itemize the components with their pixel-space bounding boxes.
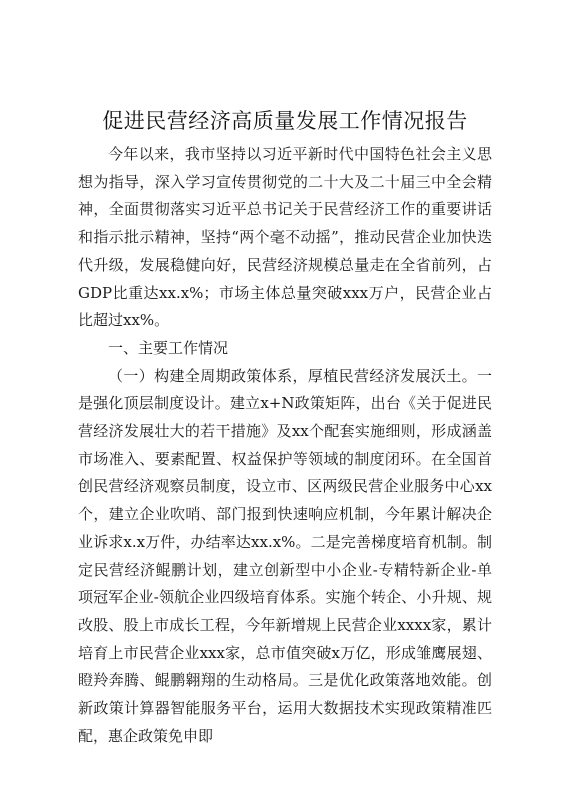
section-heading: 一、主要工作情况 [108,338,229,357]
intro-paragraph: 今年以来，我市坚持以习近平新时代中国特色社会主义思想为指导，深入学习宣传贯彻党的二十大及二十届三中全会精神，全面贯彻落实习近平总书记关于民营经济工作的重要讲话和指示批示精神，坚持“两个毫不动摇”，推动民营企业加快迭代升级，发展稳健向好，民营经济规模总量走在全省前列，占GDP比重达xx.x%；市场主体总量突破xxx万户，民营企业占比超过xx%。 [78,145,492,330]
document-title: 促进民营经济高质量发展工作情况报告 [102,109,468,133]
section-paragraph: （一）构建全周期政策体系，厚植民营经济发展沃土。一是强化顶层制度设计。建立x+N政策矩阵，出台《关于促进民营经济发展壮大的若干措施》及xx个配套实施细则，形成涵盖市场准入、要素配置、权益保护等领域的制度闭环。在全国首创民营经济观察员制度，设立市、区两级民营企业服务中心xx个，建立企业吹哨、部门报到快速响应机制，今年累计解决企业诉求x.x万件，办结率达xx.x%。二是完善梯度培育机制。制定民营经济鲲鹏计划，建立创新型中小企业-专精特新企业-单项冠军企业-领航企业四级培育体系。实施个转企、小升规、规改股、股上市成长工程，今年新增规上民营企业xxxx家，累计培育上市民营企业xxx家，总市值突破x万亿，形成雏鹰展翅、瞪羚奔腾、鲲鹏翱翔的生动格局。三是优化政策落地效能。创新政策计算器智能服务平台，运用大数据技术实现政策精准匹配，惠企政策免申即 [78,366,492,745]
